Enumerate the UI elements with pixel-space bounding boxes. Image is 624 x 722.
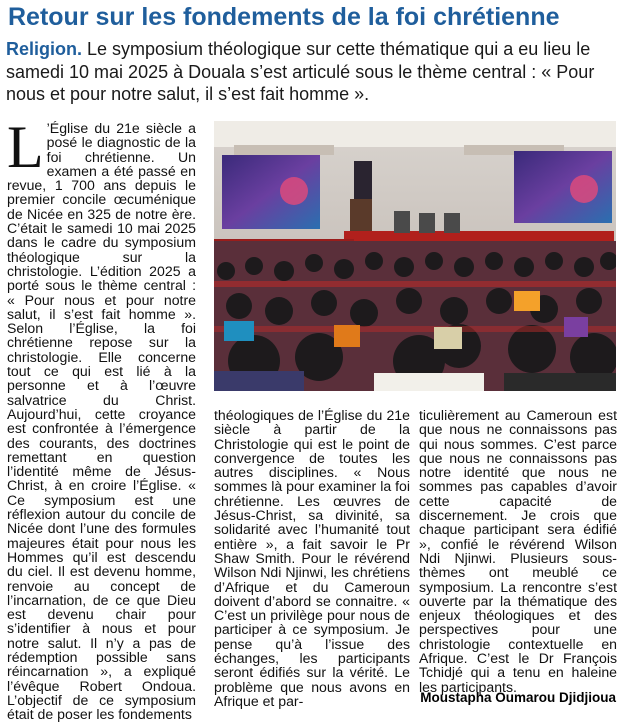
body-column-1 bbox=[7, 114, 196, 722]
column-1-text: ’Église du 21e siècle a posé le diagnostic de la foi chrétienne. Un examen a été passé en revue, 1 700 ans depuis le premier concile œcuménique de Nicée en 325 de notre ère. C’était le samedi 10 mai 2025 dans le cadre du symposium théologique sur la christologie. L’édition 2025 a porté sous le thème central : « Pour nous et pour notre salut, il s’est fait homme ». Selon l’Église, la foi chrétienne repose sur la christologie. Elle concerne tout ce qui est lié à la personne et à l’œuvre salvatrice du Christ. Aujourd’hui, cette croyance est confrontée à l’émergence des courants, des doctrines remettant en question l’identité même de Jésus-Christ, à en croire l’Église. « Ce symposium est une réflexion autour du concile de Nicée dont l’une des formules majeures était pour nous les Hommes qu’il est descendu du ciel. Il est devenu homme, renvoie au concept de l’incarnation, de ce que Dieu est devenu chair pour s’identifier à nous et pour notre salut. Il n’y a pas de rédemption possible sans réincarnation », a expliqué l’évêque Robert Ondoua. L’objectif de ce symposium était de poser les fondements bbox=[7, 120, 196, 722]
audience-stage-illustration bbox=[214, 121, 616, 391]
symposium-photo bbox=[214, 121, 616, 391]
rubric-kicker: Religion. bbox=[6, 39, 82, 59]
body-column-2: théologiques de l’Église du 21e siècle à partir de la Christologie qui est le point de convergence de toutes les autres disciplines. « Nous sommes là pour examiner la foi chrétienne. Les œuvres de Jésus-Christ, sa divinité, sa solidarité avec l’humanité tout entière », a fait savoir le Pr Shaw Smith. Pour le révérend Wilson Ndi Njinwi, les chrétiens d’Afrique et du Cameroun doivent d’abord se connaitre. « C’est un privilège pour nous de participer à ce symposium. Je pense qu’à l’issue des échanges, les participants seront édifiés sur la vérité. Le problème que nous avons en Afrique et par- bbox=[214, 407, 410, 709]
body-column-3: ticulièrement au Cameroun est que nous ne connaissons pas qui nous sommes. C’est parce que nous ne connaissons pas notre identité que nous ne sommes pas capables d’avoir cette capacité de discernement. Je crois que chaque participant sera édifié », confié le révérend Wilson Ndi Njinwi. Plusieurs sous-thèmes ont meublé ce symposium. La rencontre s’est ouverte par la thématique des enjeux théologiques et des perspectives pour une christologie contextuelle en Afrique. C’est le Dr François Tchidjé qui a tenu en haleine les participants. bbox=[419, 407, 617, 695]
drop-cap: L bbox=[7, 114, 44, 180]
lead-text: Le symposium théologique sur cette thématique qui a eu lieu le samedi 10 mai 2025 à Douala s’est articulé sous le thème central : « Pour nous et pour notre salut, il s’est fait homme ». bbox=[6, 39, 595, 104]
article-lead bbox=[6, 38, 618, 106]
article-title: Retour sur les fondements de la foi chrétienne bbox=[8, 3, 560, 31]
author-byline: Moustapha Oumarou Djidjioua bbox=[420, 690, 616, 705]
